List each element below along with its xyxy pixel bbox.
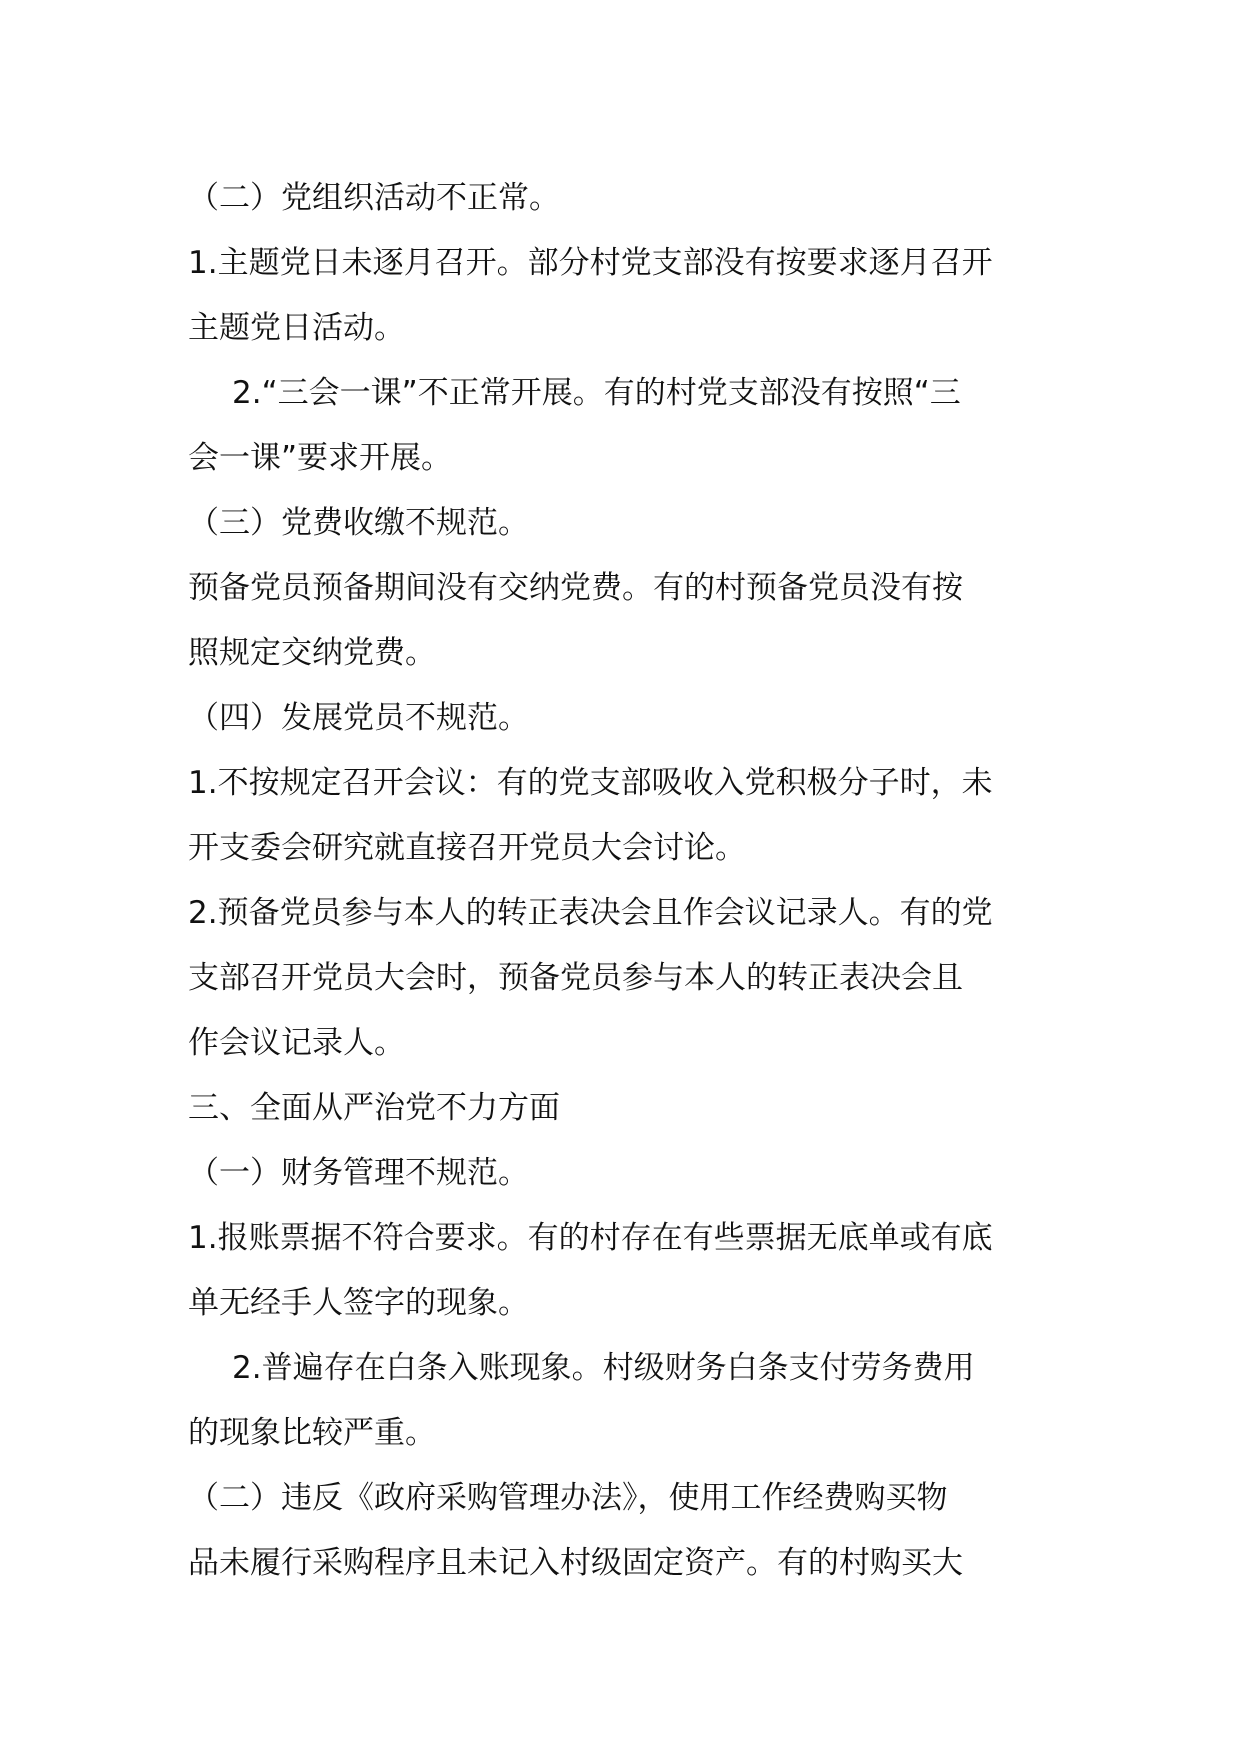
paragraph-line: 1.报账票据不符合要求。有的村存在有些票据无底单或有底 — [188, 1220, 993, 1256]
paragraph-line: 2.普遍存在白条入账现象。村级财务白条支付劳务费用 — [232, 1350, 975, 1386]
paragraph-line: 2.预备党员参与本人的转正表决会且作会议记录人。有的党 — [188, 895, 993, 931]
paragraph-line: 开支委会研究就直接召开党员大会讨论。 — [188, 830, 746, 866]
paragraph-line: 的现象比较严重。 — [188, 1415, 436, 1451]
paragraph-line: 1.不按规定召开会议：有的党支部吸收入党积极分子时，未 — [188, 765, 993, 801]
paragraph-line: 2.“三会一课”不正常开展。有的村党支部没有按照“三 — [232, 375, 961, 411]
paragraph-line: 会一课”要求开展。 — [188, 440, 453, 476]
section-heading-finance: （一）财务管理不规范。 — [188, 1155, 529, 1191]
paragraph-line: 主题党日活动。 — [188, 310, 405, 346]
paragraph-line: 支部召开党员大会时，预备党员参与本人的转正表决会且 — [188, 960, 963, 996]
paragraph-line: 单无经手人签字的现象。 — [188, 1285, 529, 1321]
paragraph-line: 作会议记录人。 — [188, 1025, 405, 1061]
paragraph-line: 1.主题党日未逐月召开。部分村党支部没有按要求逐月召开 — [188, 245, 993, 281]
section-heading-party-activities: （二）党组织活动不正常。 — [188, 180, 560, 216]
paragraph-line: 照规定交纳党费。 — [188, 635, 436, 671]
section-heading-party-fees: （三）党费收缴不规范。 — [188, 505, 529, 541]
paragraph-line: 预备党员预备期间没有交纳党费。有的村预备党员没有按 — [188, 570, 963, 606]
chapter-heading: 三、全面从严治党不力方面 — [188, 1090, 560, 1126]
section-heading-procurement: （二）违反《政府采购管理办法》，使用工作经费购买物 — [188, 1480, 948, 1516]
section-heading-member-development: （四）发展党员不规范。 — [188, 700, 529, 736]
paragraph-line: 品未履行采购程序且未记入村级固定资产。有的村购买大 — [188, 1545, 963, 1581]
